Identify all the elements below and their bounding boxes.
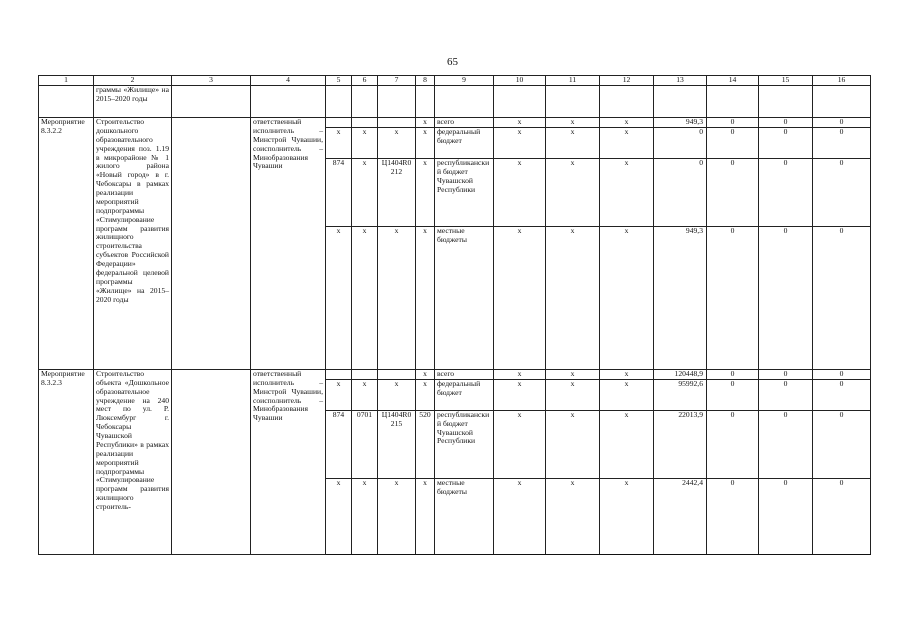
cell-c12: х (600, 410, 654, 478)
cell-c9: всего (435, 118, 494, 128)
cell-c16: 0 (813, 478, 871, 554)
cell-c11: х (546, 410, 600, 478)
cell-c13: 949,3 (654, 226, 707, 369)
cell-c7: Ц1404R0215 (378, 410, 416, 478)
cell-c6: х (352, 127, 378, 158)
cell-c11: х (546, 369, 600, 379)
column-header: 16 (813, 76, 871, 86)
cell-c13: 95992,6 (654, 379, 707, 410)
cell-c7: х (378, 226, 416, 369)
column-header: 1 (39, 76, 94, 86)
column-header: 10 (494, 76, 546, 86)
cell-c8: х (416, 379, 435, 410)
cell-c10: х (494, 410, 546, 478)
cell-c11: х (546, 478, 600, 554)
cell-c5 (326, 118, 352, 128)
cell-c8: х (416, 127, 435, 158)
cell-c12: х (600, 369, 654, 379)
cell-c8: х (416, 478, 435, 554)
cell-c12: х (600, 226, 654, 369)
cell-c10: х (494, 127, 546, 158)
column-header: 12 (600, 76, 654, 86)
cell-c13: 0 (654, 158, 707, 226)
cell-c5: х (326, 226, 352, 369)
cell-c16: 0 (813, 158, 871, 226)
cell-c10: х (494, 118, 546, 128)
column-header: 14 (707, 76, 759, 86)
cell-c8: х (416, 118, 435, 128)
column-header: 4 (251, 76, 326, 86)
column-header: 2 (94, 76, 172, 86)
measure-code: Мероприятие 8.3.2.3 (39, 369, 94, 554)
cell-c8: 520 (416, 410, 435, 478)
cell-c16: 0 (813, 410, 871, 478)
measure-name: Строительство дошкольного образовательного учреждения поз. 1.19 в микрорайоне № 1 жилого района «Новый город» в г. Чебоксары в рамках реализации мероприятий подпрограммы «Стимулирование программ развития жилищного строительства субъектов Российской Федерации» федеральной целевой программы «Жилище» на 2015–2020 годы (94, 118, 172, 370)
cell-c15: 0 (759, 127, 813, 158)
cell-c9: всего (435, 369, 494, 379)
cell-c7: х (378, 379, 416, 410)
cell-c14: 0 (707, 410, 759, 478)
cell-c15: 0 (759, 158, 813, 226)
cell-c15: 0 (759, 478, 813, 554)
cell-c10: х (494, 379, 546, 410)
cell-c16: 0 (813, 226, 871, 369)
cell-c13: 0 (654, 127, 707, 158)
cell-c6 (352, 369, 378, 379)
cell-c7 (378, 118, 416, 128)
cell-c14: 0 (707, 478, 759, 554)
cell-c6: х (352, 379, 378, 410)
cell-c16: 0 (813, 118, 871, 128)
cell-c5: х (326, 127, 352, 158)
cell-c14: 0 (707, 379, 759, 410)
cell-c6: 0701 (352, 410, 378, 478)
column-header: 6 (352, 76, 378, 86)
cell-c12: х (600, 118, 654, 128)
cell-c10: х (494, 226, 546, 369)
measure-responsible: ответственный исполнитель – Минстрой Чувашии, соисполнитель – Минобразования Чувашии (251, 118, 326, 370)
continuation-row (39, 86, 871, 118)
cell-c10: х (494, 478, 546, 554)
cell-c6: х (352, 158, 378, 226)
measure-code: Мероприятие 8.3.2.2 (39, 118, 94, 370)
cell-c9: федеральный бюджет (435, 127, 494, 158)
cell-c13: 120448,9 (654, 369, 707, 379)
table-row (39, 369, 871, 379)
cell-c7: Ц1404R0212 (378, 158, 416, 226)
column-header: 5 (326, 76, 352, 86)
cell-c15: 0 (759, 410, 813, 478)
cell-c5: 874 (326, 158, 352, 226)
cell-c7: х (378, 478, 416, 554)
cell-c14: 0 (707, 127, 759, 158)
cell-c12: х (600, 158, 654, 226)
column-header: 15 (759, 76, 813, 86)
page-number: 65 (447, 56, 458, 68)
cell-c14: 0 (707, 369, 759, 379)
cell-c6 (352, 118, 378, 128)
table-row (39, 118, 871, 128)
cell-c9: местные бюджеты (435, 226, 494, 369)
cell-c13: 949,3 (654, 118, 707, 128)
cell-c9: местные бюджеты (435, 478, 494, 554)
cell-c14: 0 (707, 118, 759, 128)
column-header: 9 (435, 76, 494, 86)
cell-c13: 22013,9 (654, 410, 707, 478)
cell-c9: федеральный бюджет (435, 379, 494, 410)
budget-table (38, 75, 871, 555)
column-header: 11 (546, 76, 600, 86)
cell-c13: 2442,4 (654, 478, 707, 554)
cell-c9: республиканский бюджет Чувашской Республики (435, 158, 494, 226)
cell-c11: х (546, 118, 600, 128)
cell-c11: х (546, 379, 600, 410)
cell-c8: х (416, 369, 435, 379)
cell-c15: 0 (759, 379, 813, 410)
cell-c5: х (326, 478, 352, 554)
cell-c15: 0 (759, 369, 813, 379)
cell-c7: х (378, 127, 416, 158)
cell-c16: 0 (813, 369, 871, 379)
cell-c6: х (352, 226, 378, 369)
column-header: 13 (654, 76, 707, 86)
cell-c5 (326, 369, 352, 379)
cell-c8: х (416, 158, 435, 226)
cell-c14: 0 (707, 226, 759, 369)
cell-c15: 0 (759, 118, 813, 128)
cell-c11: х (546, 226, 600, 369)
column-number-row (39, 76, 871, 86)
cell-c9: республиканский бюджет Чувашской Республики (435, 410, 494, 478)
cell-c10: х (494, 369, 546, 379)
cell-c14: 0 (707, 158, 759, 226)
cell-c5: х (326, 379, 352, 410)
cell-c7 (378, 369, 416, 379)
cell-c12: х (600, 379, 654, 410)
column-header: 7 (378, 76, 416, 86)
cell-c16: 0 (813, 379, 871, 410)
cell-c11: х (546, 158, 600, 226)
cell-c5: 874 (326, 410, 352, 478)
cell-c12: х (600, 478, 654, 554)
measure-responsible: ответственный исполнитель – Минстрой Чувашии, соисполнитель – Минобразования Чувашии (251, 369, 326, 554)
cell-c15: 0 (759, 226, 813, 369)
cell-c6: х (352, 478, 378, 554)
measure-name: Строительство объекта «Дошкольное образовательное учреждение на 240 мест по ул. Р. Люксембург г. Чебоксары Чувашской Республики» в рамках реализации мероприятий подпрограммы «Стимулирование программ развития жилищного строитель- (94, 369, 172, 554)
cell-c10: х (494, 158, 546, 226)
cell-c12: х (600, 127, 654, 158)
cell-c16: 0 (813, 127, 871, 158)
continuation-text: граммы «Жилище» на 2015–2020 годы (94, 86, 172, 118)
cell-c8: х (416, 226, 435, 369)
column-header: 3 (172, 76, 251, 86)
cell-c11: х (546, 127, 600, 158)
column-header: 8 (416, 76, 435, 86)
